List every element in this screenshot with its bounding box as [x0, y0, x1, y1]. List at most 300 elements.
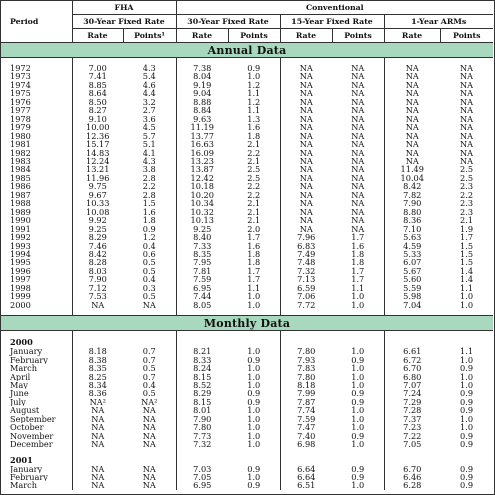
value-cell: 8.33: [176, 356, 228, 364]
value-cell: NA: [280, 89, 332, 97]
value-cell: 8.28: [72, 258, 123, 266]
period-cell: December: [10, 440, 53, 449]
value-cell: 1.0: [351, 440, 365, 449]
value-cell: NA: [72, 473, 123, 481]
value-cell: NA: [280, 81, 332, 89]
value-cell: 1.1: [247, 89, 261, 98]
period-cell: April: [10, 372, 31, 381]
table-row: [1, 275, 493, 283]
value-cell: 16.09: [176, 149, 228, 157]
value-cell: 7.22: [384, 432, 440, 440]
value-cell: 7.53: [72, 292, 123, 300]
value-cell: 0.9: [460, 406, 474, 415]
table-row: [1, 465, 493, 473]
value-cell: 0.7: [142, 372, 156, 381]
value-cell: 7.96: [280, 233, 332, 241]
value-cell: NA: [280, 98, 332, 106]
value-cell: 1.0: [351, 414, 365, 424]
value-cell: 8.29: [72, 233, 123, 241]
value-cell: 13.77: [176, 132, 228, 140]
period-cell: 1997: [10, 275, 31, 284]
value-cell: 1.0: [460, 380, 474, 390]
table-row: [1, 284, 493, 292]
period-cell: September: [10, 414, 56, 424]
value-cell: 0.9: [460, 389, 474, 398]
annual-data-section-title: Annual Data: [1, 43, 493, 58]
value-cell: 8.84: [176, 106, 228, 114]
value-cell: 0.9: [247, 389, 261, 398]
value-cell: 6.61: [384, 347, 440, 355]
period-cell: January: [10, 464, 43, 474]
value-cell: NA: [351, 199, 365, 208]
value-cell: 7.05: [384, 440, 440, 448]
value-cell: 2.5: [460, 173, 474, 183]
value-cell: 8.03: [72, 267, 123, 275]
value-cell: 1.0: [247, 380, 261, 390]
value-cell: 1.1: [351, 283, 365, 293]
value-cell: NA: [280, 199, 332, 207]
value-cell: 0.9: [351, 464, 365, 474]
value-cell: 5.60: [384, 275, 440, 283]
table-row: [1, 64, 493, 72]
table-row: [1, 191, 493, 199]
value-cell: 1.3: [247, 114, 261, 124]
value-cell: NA: [351, 173, 365, 183]
period-cell: 1983: [10, 156, 31, 166]
value-cell: 8.42: [72, 250, 123, 258]
value-cell: 7.87: [280, 398, 332, 406]
value-cell: 6.70: [384, 465, 440, 473]
value-cell: 1.6: [351, 241, 365, 250]
value-cell: 8.36: [72, 389, 123, 397]
rate-header: Rate: [72, 29, 123, 43]
period-cell: August: [10, 406, 40, 415]
value-cell: NA: [280, 140, 332, 148]
value-cell: NA: [351, 165, 365, 174]
value-cell: 0.9: [351, 355, 365, 365]
value-cell: 7.05: [176, 473, 228, 481]
period-cell: 1977: [10, 106, 31, 115]
value-cell: 1.8: [351, 258, 365, 267]
value-cell: 1.5: [460, 258, 474, 267]
value-cell: 1.4: [460, 266, 474, 276]
value-cell: NA: [142, 423, 156, 432]
rate-header: Rate: [176, 29, 228, 43]
value-cell: NA: [72, 481, 123, 489]
value-cell: 9.92: [72, 216, 123, 224]
value-cell: 15.17: [72, 140, 123, 148]
value-cell: 1.7: [247, 266, 261, 276]
period-cell: 1988: [10, 199, 31, 208]
value-cell: NA: [72, 415, 123, 423]
value-cell: 7.38: [176, 64, 228, 72]
value-cell: 8.34: [72, 381, 123, 389]
value-cell: 7.33: [176, 242, 228, 250]
value-cell: 1.0: [247, 431, 261, 441]
value-cell: 8.36: [384, 216, 440, 224]
value-cell: 8.40: [176, 233, 228, 241]
value-cell: 10.08: [72, 208, 123, 216]
value-cell: 8.24: [176, 364, 228, 372]
value-cell: 1.8: [247, 258, 261, 267]
value-cell: 1.0: [460, 423, 474, 432]
value-cell: 3.6: [142, 114, 156, 124]
value-cell: 1.0: [351, 406, 365, 415]
table-body: [1, 43, 493, 490]
value-cell: NA: [280, 106, 332, 114]
value-cell: NA: [351, 140, 365, 149]
period-cell: 1990: [10, 216, 31, 225]
value-cell: 13.23: [176, 157, 228, 165]
value-cell: 8.01: [176, 406, 228, 414]
value-cell: 9.04: [176, 89, 228, 97]
table-row: [1, 72, 493, 80]
value-cell: 1.5: [142, 199, 156, 208]
value-cell: 1.2: [247, 97, 261, 107]
value-cell: 7.90: [176, 415, 228, 423]
table-row: [1, 398, 493, 406]
value-cell: NA: [351, 114, 365, 124]
value-cell: NA: [351, 72, 365, 81]
table-row: [1, 216, 493, 224]
value-cell: 1.0: [247, 300, 261, 310]
table-row: [1, 140, 493, 148]
period-cell: 1991: [10, 224, 31, 234]
value-cell: NA: [351, 106, 365, 115]
value-cell: 9.10: [72, 115, 123, 123]
value-cell: 7.90: [384, 199, 440, 207]
value-cell: 5.4: [142, 72, 156, 81]
period-cell: July: [10, 397, 26, 407]
value-cell: 7.32: [280, 267, 332, 275]
table-row: [1, 208, 493, 216]
value-cell: 8.85: [72, 81, 123, 89]
value-cell: 3.8: [142, 165, 156, 174]
value-cell: 1.0: [247, 372, 261, 381]
value-cell: 1.0: [351, 300, 365, 310]
value-cell: NA: [280, 182, 332, 190]
value-cell: 8.35: [72, 364, 123, 372]
value-cell: 6.95: [176, 481, 228, 489]
conventional-header: Conventional: [176, 1, 493, 15]
value-cell: NA: [142, 464, 156, 474]
period-cell: May: [10, 380, 28, 390]
value-cell: 2.0: [247, 224, 261, 234]
value-cell: 5.1: [142, 140, 156, 149]
value-cell: NA: [72, 423, 123, 431]
value-cell: 4.59: [384, 242, 440, 250]
value-cell: NA: [460, 148, 474, 157]
value-cell: 6.28: [384, 481, 440, 489]
value-cell: 2.1: [247, 140, 261, 149]
value-cell: 0.9: [247, 64, 261, 73]
value-cell: NA: [384, 106, 440, 114]
value-cell: 6.51: [280, 481, 332, 489]
period-cell: January: [10, 347, 43, 356]
value-cell: 5.63: [384, 233, 440, 241]
value-cell: 10.34: [176, 199, 228, 207]
value-cell: 8.64: [72, 89, 123, 97]
table-row: [1, 115, 493, 123]
value-cell: 5.33: [384, 250, 440, 258]
monthly-data-section: [1, 316, 493, 331]
value-cell: NA: [351, 182, 365, 191]
value-cell: 1.8: [142, 216, 156, 225]
value-cell: 7.47: [280, 423, 332, 431]
value-cell: 7.99: [280, 389, 332, 397]
value-cell: 7.23: [384, 423, 440, 431]
period-cell: 1987: [10, 190, 31, 200]
value-cell: 0.9: [247, 481, 261, 490]
period-cell: 1981: [10, 140, 31, 149]
year-label: 2001: [10, 454, 33, 465]
value-cell: 6.80: [384, 373, 440, 381]
value-cell: 4.6: [142, 80, 156, 90]
period-cell: 1985: [10, 173, 31, 183]
points-header: Points¹: [123, 29, 176, 43]
value-cell: 7.59: [176, 275, 228, 283]
period-cell: 1996: [10, 266, 31, 276]
value-cell: 1.5: [460, 241, 474, 250]
value-cell: 0.5: [142, 258, 156, 267]
value-cell: 2.2: [247, 148, 261, 157]
table-row: [1, 267, 493, 275]
value-cell: 1.0: [247, 347, 261, 356]
value-cell: NA: [142, 473, 156, 482]
value-cell: 1.1: [460, 347, 474, 356]
table-row: [1, 347, 493, 355]
value-cell: 2.5: [460, 165, 474, 174]
value-cell: 6.95: [176, 284, 228, 292]
value-cell: 7.90: [72, 275, 123, 283]
value-cell: 7.00: [72, 64, 123, 72]
rate-header: Rate: [280, 29, 332, 43]
value-cell: 8.42: [384, 182, 440, 190]
value-cell: NA: [351, 64, 365, 73]
value-cell: 1.0: [460, 414, 474, 424]
table-row: [1, 432, 493, 440]
table-row: [1, 292, 493, 300]
period-cell: 1989: [10, 207, 31, 217]
value-cell: 2.1: [460, 216, 474, 225]
period-cell: 1995: [10, 258, 31, 267]
value-cell: 0.6: [142, 249, 156, 259]
value-cell: 7.46: [72, 242, 123, 250]
table-row: [1, 415, 493, 423]
value-cell: 1.7: [351, 233, 365, 242]
value-cell: 2.1: [247, 207, 261, 217]
value-cell: 1.0: [351, 364, 365, 373]
value-cell: 7.49: [280, 250, 332, 258]
table-row: [1, 98, 493, 106]
period-cell: 2000: [10, 300, 31, 310]
value-cell: 8.25: [72, 373, 123, 381]
value-cell: 8.04: [176, 72, 228, 80]
table-row: [1, 473, 493, 481]
value-cell: 1.0: [247, 72, 261, 81]
header-row-terms: [1, 15, 493, 29]
value-cell: 8.15: [176, 398, 228, 406]
value-cell: 2.1: [247, 156, 261, 166]
value-cell: 0.9: [460, 364, 474, 373]
value-cell: 7.44: [176, 292, 228, 300]
period-cell: June: [10, 389, 29, 398]
value-cell: NA: [142, 440, 156, 449]
value-cell: 1.5: [460, 249, 474, 259]
points-header: Points: [228, 29, 280, 43]
value-cell: NA: [384, 81, 440, 89]
value-cell: 0.9: [351, 473, 365, 482]
value-cell: 16.63: [176, 140, 228, 148]
period-cell: March: [10, 481, 38, 490]
arm-1-header: 1-Year ARMs: [384, 15, 493, 29]
table-row: [1, 89, 493, 97]
value-cell: NA: [142, 481, 156, 490]
value-cell: 1.2: [142, 233, 156, 242]
table-row: [1, 157, 493, 165]
value-cell: 8.15: [176, 373, 228, 381]
value-cell: 7.82: [384, 191, 440, 199]
value-cell: NA: [142, 300, 156, 310]
table-row: [1, 381, 493, 389]
value-cell: 1.0: [247, 440, 261, 449]
value-cell: NA: [384, 89, 440, 97]
value-cell: 7.32: [176, 440, 228, 448]
period-cell: 1979: [10, 123, 31, 132]
value-cell: 0.7: [142, 355, 156, 365]
points-header: Points: [440, 29, 493, 43]
period-cell: 1973: [10, 72, 31, 81]
table-row: [1, 199, 493, 207]
table-row: [1, 182, 493, 190]
value-cell: 6.98: [280, 440, 332, 448]
value-cell: 1.0: [247, 406, 261, 415]
period-cell: 1998: [10, 283, 31, 293]
value-cell: 3.2: [142, 97, 156, 107]
value-cell: 7.74: [280, 406, 332, 414]
value-cell: NA: [384, 123, 440, 131]
value-cell: 1.4: [460, 275, 474, 284]
value-cell: 7.40: [280, 432, 332, 440]
value-cell: NA: [280, 157, 332, 165]
value-cell: NA: [351, 123, 365, 132]
value-cell: 11.49: [384, 165, 440, 173]
value-cell: 1.0: [247, 364, 261, 373]
value-cell: 1.8: [247, 249, 261, 259]
value-cell: NA: [460, 140, 474, 149]
value-cell: NA: [142, 414, 156, 424]
value-cell: 2.8: [142, 173, 156, 183]
value-cell: 0.4: [142, 275, 156, 284]
value-cell: 1.0: [351, 481, 365, 490]
value-cell: 6.64: [280, 473, 332, 481]
value-cell: NA²: [72, 398, 123, 406]
value-cell: NA: [280, 191, 332, 199]
year-row: [1, 455, 493, 465]
value-cell: 2.8: [142, 190, 156, 200]
value-cell: 6.70: [384, 364, 440, 372]
value-cell: 7.24: [384, 389, 440, 397]
value-cell: NA: [384, 140, 440, 148]
value-cell: 2.2: [247, 182, 261, 191]
value-cell: 1.0: [351, 380, 365, 390]
value-cell: NA: [351, 190, 365, 200]
value-cell: 1.2: [247, 80, 261, 90]
table-row: [1, 225, 493, 233]
value-cell: 4.1: [142, 148, 156, 157]
value-cell: 12.36: [72, 132, 123, 140]
value-cell: NA: [460, 114, 474, 124]
table-row: [1, 132, 493, 140]
conv-30-header: 30-Year Fixed Rate: [176, 15, 280, 29]
value-cell: NA: [384, 115, 440, 123]
period-cell: 1984: [10, 165, 31, 174]
value-cell: 7.28: [384, 406, 440, 414]
value-cell: 1.6: [142, 207, 156, 217]
value-cell: 13.87: [176, 165, 228, 173]
value-cell: 6.72: [384, 356, 440, 364]
period-cell: 1986: [10, 182, 31, 191]
value-cell: 14.83: [72, 149, 123, 157]
value-cell: NA: [280, 115, 332, 123]
period-cell: 1980: [10, 131, 31, 141]
value-cell: 0.9: [351, 397, 365, 407]
value-cell: 4.3: [142, 64, 156, 73]
value-cell: 10.18: [176, 182, 228, 190]
value-cell: 4.3: [142, 156, 156, 166]
value-cell: 8.50: [72, 98, 123, 106]
value-cell: 8.52: [176, 381, 228, 389]
value-cell: 7.59: [280, 415, 332, 423]
value-cell: 1.1: [247, 106, 261, 115]
value-cell: 2.3: [460, 199, 474, 208]
value-cell: 1.0: [460, 292, 474, 301]
header-row-groups: [1, 1, 493, 15]
value-cell: 9.19: [176, 81, 228, 89]
value-cell: 1.0: [351, 372, 365, 381]
value-cell: NA: [72, 465, 123, 473]
value-cell: 7.72: [280, 301, 332, 309]
value-cell: 2.7: [142, 106, 156, 115]
value-cell: 0.4: [142, 241, 156, 250]
value-cell: 4.4: [142, 89, 156, 98]
value-cell: 7.83: [280, 364, 332, 372]
value-cell: 1.9: [460, 224, 474, 234]
value-cell: 9.25: [176, 225, 228, 233]
value-cell: 0.7: [142, 347, 156, 356]
table-row: [1, 174, 493, 182]
table-row: [1, 423, 493, 431]
value-cell: 1.7: [247, 275, 261, 284]
period-cell: November: [10, 431, 54, 441]
period-cell: 1982: [10, 148, 31, 157]
value-cell: NA: [460, 106, 474, 115]
value-cell: 1.0: [247, 473, 261, 482]
period-cell: 1992: [10, 233, 31, 242]
value-cell: NA: [280, 225, 332, 233]
value-cell: NA: [351, 148, 365, 157]
value-cell: NA: [280, 174, 332, 182]
value-cell: NA: [280, 165, 332, 173]
value-cell: 0.9: [247, 355, 261, 365]
value-cell: 2.5: [247, 173, 261, 183]
period-cell: February: [10, 473, 48, 482]
value-cell: 0.5: [142, 266, 156, 276]
table-row: [1, 165, 493, 173]
value-cell: 1.0: [351, 347, 365, 356]
value-cell: 0.5: [142, 292, 156, 301]
table-row: [1, 356, 493, 364]
